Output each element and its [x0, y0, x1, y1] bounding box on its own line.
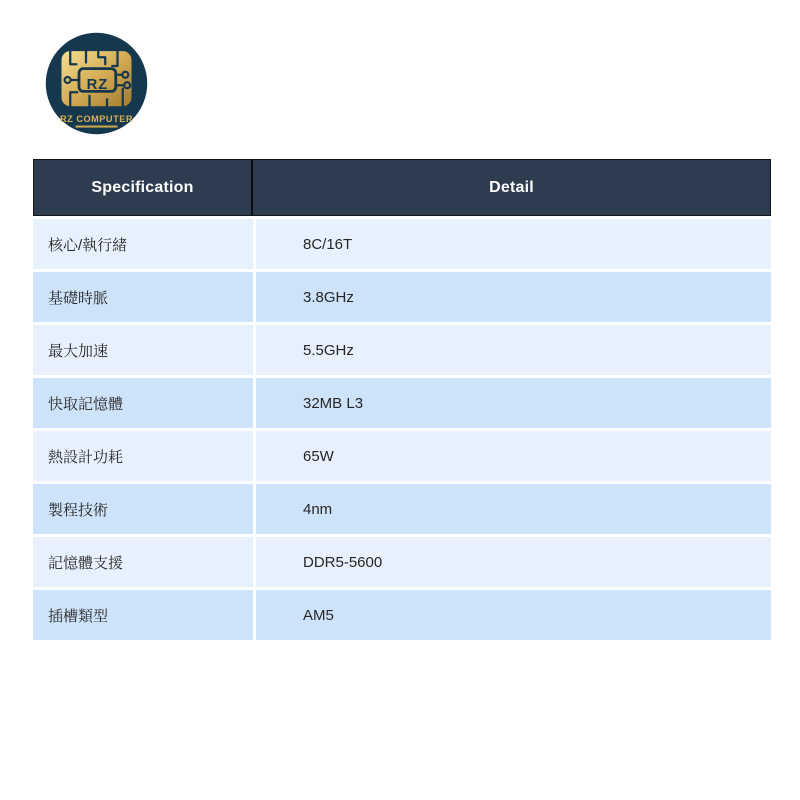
spec-cell-base-clock: 基礎時脈 — [33, 272, 253, 322]
spec-cell-cores-threads: 核心/執行緒 — [33, 219, 253, 269]
spec-cell-tdp: 熱設計功耗 — [33, 431, 253, 481]
table-body — [33, 219, 771, 640]
brand-name: RZ COMPUTER — [59, 114, 134, 125]
spec-cell-process: 製程技術 — [33, 484, 253, 534]
spec-cell-socket: 插槽類型 — [33, 590, 253, 640]
brand-underline — [76, 126, 118, 128]
specification-table — [33, 159, 771, 640]
detail-cell-tdp: 65W — [256, 431, 771, 481]
spec-cell-memory: 記憶體支援 — [33, 537, 253, 587]
detail-cell-cache: 32MB L3 — [256, 378, 771, 428]
spec-cell-cache: 快取記憶體 — [33, 378, 253, 428]
detail-cell-boost-clock: 5.5GHz — [256, 325, 771, 375]
column-header-detail: Detail — [489, 178, 534, 196]
detail-cell-process: 4nm — [256, 484, 771, 534]
column-header-specification: Specification — [34, 160, 253, 215]
chip-label: RZ — [86, 77, 109, 94]
detail-cell-cores-threads: 8C/16T — [256, 219, 771, 269]
detail-cell-memory: DDR5-5600 — [256, 537, 771, 587]
table-header-row — [33, 159, 771, 216]
detail-cell-base-clock: 3.8GHz — [256, 272, 771, 322]
detail-cell-socket: AM5 — [256, 590, 771, 640]
rz-computer-logo — [44, 31, 149, 136]
spec-cell-boost-clock: 最大加速 — [33, 325, 253, 375]
